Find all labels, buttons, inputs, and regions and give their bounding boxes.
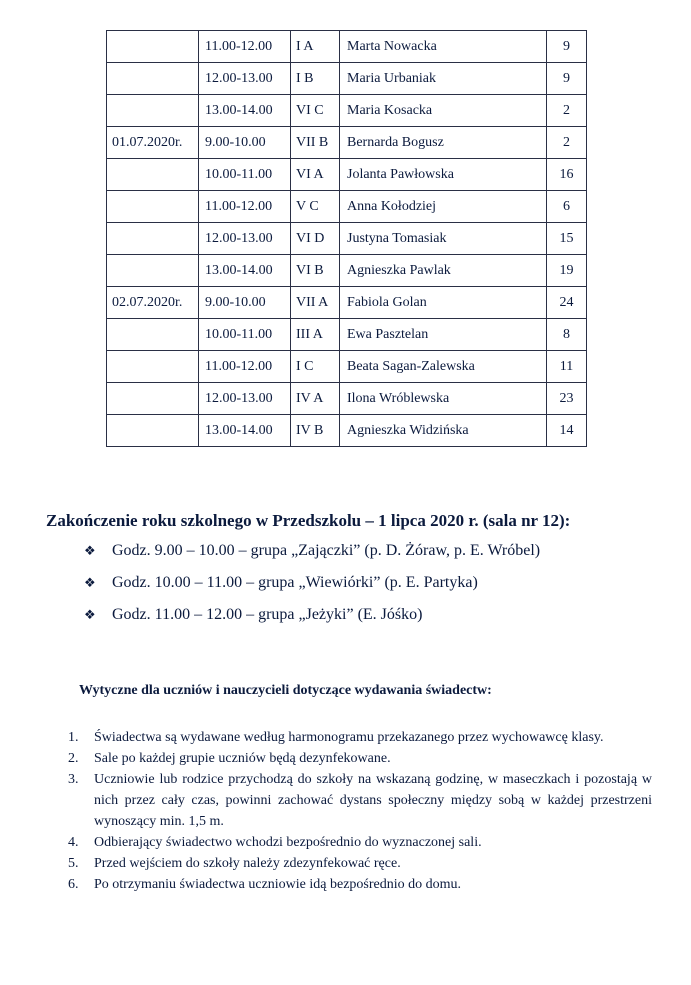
- guideline-item: [68, 748, 652, 769]
- date-cell: [107, 223, 199, 255]
- guideline-text: Sale po każdej grupie uczniów będą dezynfekowane.: [94, 751, 391, 766]
- table-row: [107, 159, 587, 191]
- class-cell: VI D: [291, 223, 340, 255]
- teacher-cell: Maria Urbaniak: [340, 63, 547, 95]
- guideline-number: 1.: [68, 730, 79, 745]
- preschool-schedule-list: [84, 542, 540, 638]
- guideline-text: Odbierający świadectwo wchodzi bezpośrednio do wyznaczonej sali.: [94, 835, 482, 850]
- guideline-item: [68, 769, 652, 832]
- table-row: [107, 191, 587, 223]
- time-cell: 12.00-13.00: [199, 63, 291, 95]
- date-cell: [107, 63, 199, 95]
- teacher-cell: Agnieszka Widzińska: [340, 415, 547, 447]
- time-cell: 12.00-13.00: [199, 383, 291, 415]
- time-cell: 10.00-11.00: [199, 319, 291, 351]
- guideline-item: [68, 874, 652, 895]
- teacher-cell: Justyna Tomasiak: [340, 223, 547, 255]
- table-row: [107, 127, 587, 159]
- class-cell: I A: [291, 31, 340, 63]
- teacher-cell: Maria Kosacka: [340, 95, 547, 127]
- class-cell: I C: [291, 351, 340, 383]
- date-cell: [107, 255, 199, 287]
- class-cell: VI B: [291, 255, 340, 287]
- time-cell: 12.00-13.00: [199, 223, 291, 255]
- table-row: [107, 95, 587, 127]
- time-cell: 11.00-12.00: [199, 31, 291, 63]
- guideline-number: 4.: [68, 835, 79, 850]
- class-cell: VII A: [291, 287, 340, 319]
- guideline-number: 3.: [68, 772, 79, 787]
- time-cell: 13.00-14.00: [199, 95, 291, 127]
- guideline-number: 2.: [68, 751, 79, 766]
- date-cell: 01.07.2020r.: [107, 127, 199, 159]
- room-cell: 2: [547, 95, 587, 127]
- guidelines-title: Wytyczne dla uczniów i nauczycieli dotyczące wydawania świadectw:: [79, 683, 492, 698]
- teacher-cell: Fabiola Golan: [340, 287, 547, 319]
- time-cell: 11.00-12.00: [199, 351, 291, 383]
- teacher-cell: Beata Sagan-Zalewska: [340, 351, 547, 383]
- time-cell: 9.00-10.00: [199, 287, 291, 319]
- table-row: [107, 319, 587, 351]
- room-cell: 2: [547, 127, 587, 159]
- room-cell: 15: [547, 223, 587, 255]
- class-cell: VI A: [291, 159, 340, 191]
- schedule-table-body: [107, 31, 587, 447]
- room-cell: 24: [547, 287, 587, 319]
- teacher-cell: Anna Kołodziej: [340, 191, 547, 223]
- class-cell: IV B: [291, 415, 340, 447]
- date-cell: 02.07.2020r.: [107, 287, 199, 319]
- preschool-list-item: [84, 542, 540, 574]
- teacher-cell: Marta Nowacka: [340, 31, 547, 63]
- diamond-bullet-icon: ❖: [84, 544, 96, 559]
- guideline-text: Po otrzymaniu świadectwa uczniowie idą bezpośrednio do domu.: [94, 877, 462, 892]
- class-cell: III A: [291, 319, 340, 351]
- room-cell: 9: [547, 31, 587, 63]
- time-cell: 11.00-12.00: [199, 191, 291, 223]
- table-row: [107, 415, 587, 447]
- preschool-list-item: [84, 606, 540, 638]
- table-row: [107, 383, 587, 415]
- preschool-section-title: Zakończenie roku szkolnego w Przedszkolu – 1 lipca 2020 r. (sala nr 12):: [46, 511, 571, 530]
- room-cell: 8: [547, 319, 587, 351]
- preschool-item-text: Godz. 11.00 – 12.00 – grupa „Jeżyki” (E. Jóśko): [112, 606, 423, 623]
- room-cell: 16: [547, 159, 587, 191]
- guideline-number: 6.: [68, 877, 79, 892]
- guideline-item: [68, 853, 652, 874]
- schedule-table: [106, 30, 587, 447]
- room-cell: 11: [547, 351, 587, 383]
- time-cell: 13.00-14.00: [199, 255, 291, 287]
- date-cell: [107, 383, 199, 415]
- teacher-cell: Ilona Wróblewska: [340, 383, 547, 415]
- time-cell: 13.00-14.00: [199, 415, 291, 447]
- teacher-cell: Jolanta Pawłowska: [340, 159, 547, 191]
- class-cell: I B: [291, 63, 340, 95]
- date-cell: [107, 31, 199, 63]
- date-cell: [107, 319, 199, 351]
- date-cell: [107, 159, 199, 191]
- table-row: [107, 287, 587, 319]
- table-row: [107, 63, 587, 95]
- diamond-bullet-icon: ❖: [84, 608, 96, 623]
- preschool-list-item: [84, 574, 540, 606]
- guidelines-list: [68, 727, 652, 895]
- date-cell: [107, 351, 199, 383]
- guideline-item: [68, 727, 652, 748]
- guideline-number: 5.: [68, 856, 79, 871]
- time-cell: 10.00-11.00: [199, 159, 291, 191]
- teacher-cell: Bernarda Bogusz: [340, 127, 547, 159]
- preschool-item-text: Godz. 10.00 – 11.00 – grupa „Wiewiórki” (p. E. Partyka): [112, 574, 478, 591]
- room-cell: 23: [547, 383, 587, 415]
- preschool-item-text: Godz. 9.00 – 10.00 – grupa „Zajączki” (p. D. Żóraw, p. E. Wróbel): [112, 542, 541, 559]
- class-cell: V C: [291, 191, 340, 223]
- date-cell: [107, 415, 199, 447]
- table-row: [107, 351, 587, 383]
- guideline-item: [68, 832, 652, 853]
- table-row: [107, 255, 587, 287]
- class-cell: VI C: [291, 95, 340, 127]
- room-cell: 14: [547, 415, 587, 447]
- class-cell: IV A: [291, 383, 340, 415]
- table-row: [107, 31, 587, 63]
- room-cell: 19: [547, 255, 587, 287]
- room-cell: 6: [547, 191, 587, 223]
- class-cell: VII B: [291, 127, 340, 159]
- diamond-bullet-icon: ❖: [84, 576, 96, 591]
- date-cell: [107, 95, 199, 127]
- guideline-text: Świadectwa są wydawane według harmonogramu przekazanego przez wychowawcę klasy.: [94, 730, 604, 745]
- date-cell: [107, 191, 199, 223]
- guideline-text: Przed wejściem do szkoły należy zdezynfekować ręce.: [94, 856, 401, 871]
- teacher-cell: Agnieszka Pawlak: [340, 255, 547, 287]
- guideline-text: Uczniowie lub rodzice przychodzą do szkoły na wskazaną godzinę, w maseczkach i pozostają w nich przez cały czas, powinni zachować dystans społeczny między sobą w każdej przestrzeni wynoszący min. 1,5 m.: [94, 772, 652, 829]
- time-cell: 9.00-10.00: [199, 127, 291, 159]
- table-row: [107, 223, 587, 255]
- teacher-cell: Ewa Pasztelan: [340, 319, 547, 351]
- room-cell: 9: [547, 63, 587, 95]
